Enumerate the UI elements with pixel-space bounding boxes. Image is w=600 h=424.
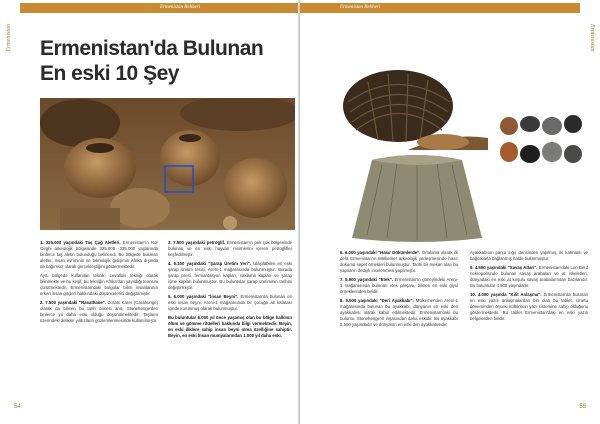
entry-1-cont [40,273,158,297]
excavation-photo [40,98,295,230]
header-label-right: Ermenistan Rehberi [340,5,381,10]
entry-5-head: 5. 6.000 yaşındaki "İnsan Beyni". [168,294,239,299]
entry-8-cont [470,250,588,262]
entry-1-cont-body: Aynı bölgede kullanılan teknik, Levallois tekniği olarak bilinmekte ve bu keşif, bu tekniğin Afrika'dan yayıldığı teorisini çürütmektedir. Ermenistan'daki bulgular bilim insanlarının erken insan göçleri hakkındaki düşüncelerini değiştirmiştir. [40,273,158,296]
entry-4 [168,261,292,291]
entry-6 [340,250,458,274]
basket-photo [338,62,490,154]
page-number-left: 54 [14,404,21,410]
entry-5-cont [168,315,292,339]
entry-10-body: Ermenistan'da bulunan en eski yazılı anlaşmalardan biri olan bu tablet, Urartu döneminden önceki kültürlerin yazı sistemine sahip olduğunu göstermektedir. Bu tablet Ermenistan'daki en eski yazılı belgelerden biridir. [470,292,588,321]
entry-3-head: 3. 7.500 yaşındaki petroglif. [168,240,226,245]
entry-9-body: Ermenistan'daki Lori Berd nekropolisinde bulunan savaş arabaları ve at iskeletleri, dünyadaki en eski at koşulu savaş arabalarından bazılarıdır. Bu buluntular 4.500 yaşındadır. [470,265,588,288]
entry-9-head: 9. 4.500 yaşındaki "Savaş Atları". [470,265,538,270]
header-label-left: Ermenistan Rehberi [160,5,201,10]
entry-1 [40,240,158,270]
page-title [40,36,290,86]
right-column-2 [470,250,588,325]
entry-2-body: Zorats Karer (Carahunge) olarak da bilinen bu tarih öncesi anıt, Stonehenge'den binlerce yıl daha eski olduğu düşünülmektedir. Taşların üzerindeki delikler yıldızların gözlemlenmesinde kullanılmıştır. [40,300,158,323]
title-line-1: Ermenistan'da Bulunan [40,37,264,60]
skirt-photo [342,150,492,246]
side-label-left: Ermenistan [6,24,12,52]
entry-8-cont-body: Ayakkabının parça sığır derisinden yapılmış, iki katmanlı ve bağcıklarla bağlanmış halde bulunmuştur. [470,250,588,261]
entry-7 [340,277,458,295]
entry-7-body: Ermenistan'ın güneyindeki Areni-1 mağarasında bulunan etek parçası, bilinen en eski giysi örneklerinden biridir. [340,277,458,294]
header-bar-right [300,3,580,13]
entry-1-body: Ermenistan'ın Nor Geghi arkeolojik bölgesinde 325.000 -335.000 yaşlarında binlerce taş aletin bulunduğu belirlendi. Bu bölgede bulunan aletler, insan evriminin ve teknolojik gelişimin Afrika dışında da bağımsız olarak gerçekleştiğini göstermektedir. [40,240,158,269]
entry-3-body: Ermenistan'ın pek çok bölgesinde bulunan ve en eski hayvan resimlerini içeren petroglifler keşfedilmiştir. [168,240,292,257]
title-line-2: En eski 10 Şey [40,62,179,85]
entry-5-cont-body: Bu buluntular 6.000 yıl önce yaşamış olan bu bölge halkının ölüm ve gömme ritüelleri hakkında bilgi vermektedir. Beyin, en eski iliklere sahip insan beyni olma özelliğine sahiptir. Beyin, en eski İnsan mumyalarından 1.000 yıl daha eski. [168,315,292,338]
entry-5 [168,294,292,312]
stone-tools-photo [497,112,585,170]
entry-4-body: Ulaşılabilen en eski şarap üretim tesisi, Areni-1 mağarasında bulunmuştur. Burada şarap presi, fermantasyon kapları, saklama kapları ve şarap içme kapları bulunmuştur. Bu buluntular şarap üretiminin tarihini değiştirmiştir. [168,261,292,290]
entry-6-head: 6. 6.000 yaşındaki "Hasır Dökümlerde". [340,250,421,255]
entry-10 [470,292,588,322]
entry-4-head: 4. 6.100 yaşındaki "Şarap Üretim Yeri". [168,261,252,266]
entry-1-head: 1. 325.000 yaşındaki Taş Çağ Aletleri. [40,240,121,245]
page-number-right: 55 [579,404,586,410]
entry-8 [340,298,458,328]
header-bar-left [20,3,300,13]
entry-2 [40,300,158,324]
entry-3 [168,240,292,258]
entry-10-head: 10. 4.000 yaşında "Kilit Anlaşma". [470,292,542,297]
entry-8-head: 8. 5.500 yaşındaki "Deri Ayakkabı". [340,298,414,303]
side-label-right: Ermenistan [589,24,595,52]
entry-2-head: 2. 7.500 yaşındaki "Rasathane". [40,300,107,305]
entry-5-body: Ermenistan'da bulunan en eski insan beyni, Areni-1 mağarasında bir çocuğa ait kafatası içinde korunmuş olarak bulunmuştur. [168,294,293,311]
left-column-2 [168,240,292,342]
left-column-1 [40,240,158,327]
entry-7-head: 7. 5.900 yaşındaki "Etek". [340,277,393,282]
entry-9 [470,265,588,289]
entry-6-body: Ortalama olarak ilk defa Ermenistan'ın Mülkemer arkeolojik yerleşmesinde hasır dokuma sepet örnekleri bulunmuştur. Tarihi bir mekan olan bu yapıların detaylı incelenmesi yapılmıştır. [340,250,458,273]
entry-8-body: Mülkemer'den Areni-1 mağarasında bulunan bu ayakkabı, dünyanın en eski deri ayakkabısı olarak kabul edilmektedir. Ermenistan'daki bu buluntu, Stonehenge'in inşasından daha eskidir. Bu ayakkabı 5.500 yaşındadır ve dünyanın en eski deri ayakkabısıdır. [340,298,458,327]
right-column-1 [340,250,458,331]
right-page [300,0,600,424]
